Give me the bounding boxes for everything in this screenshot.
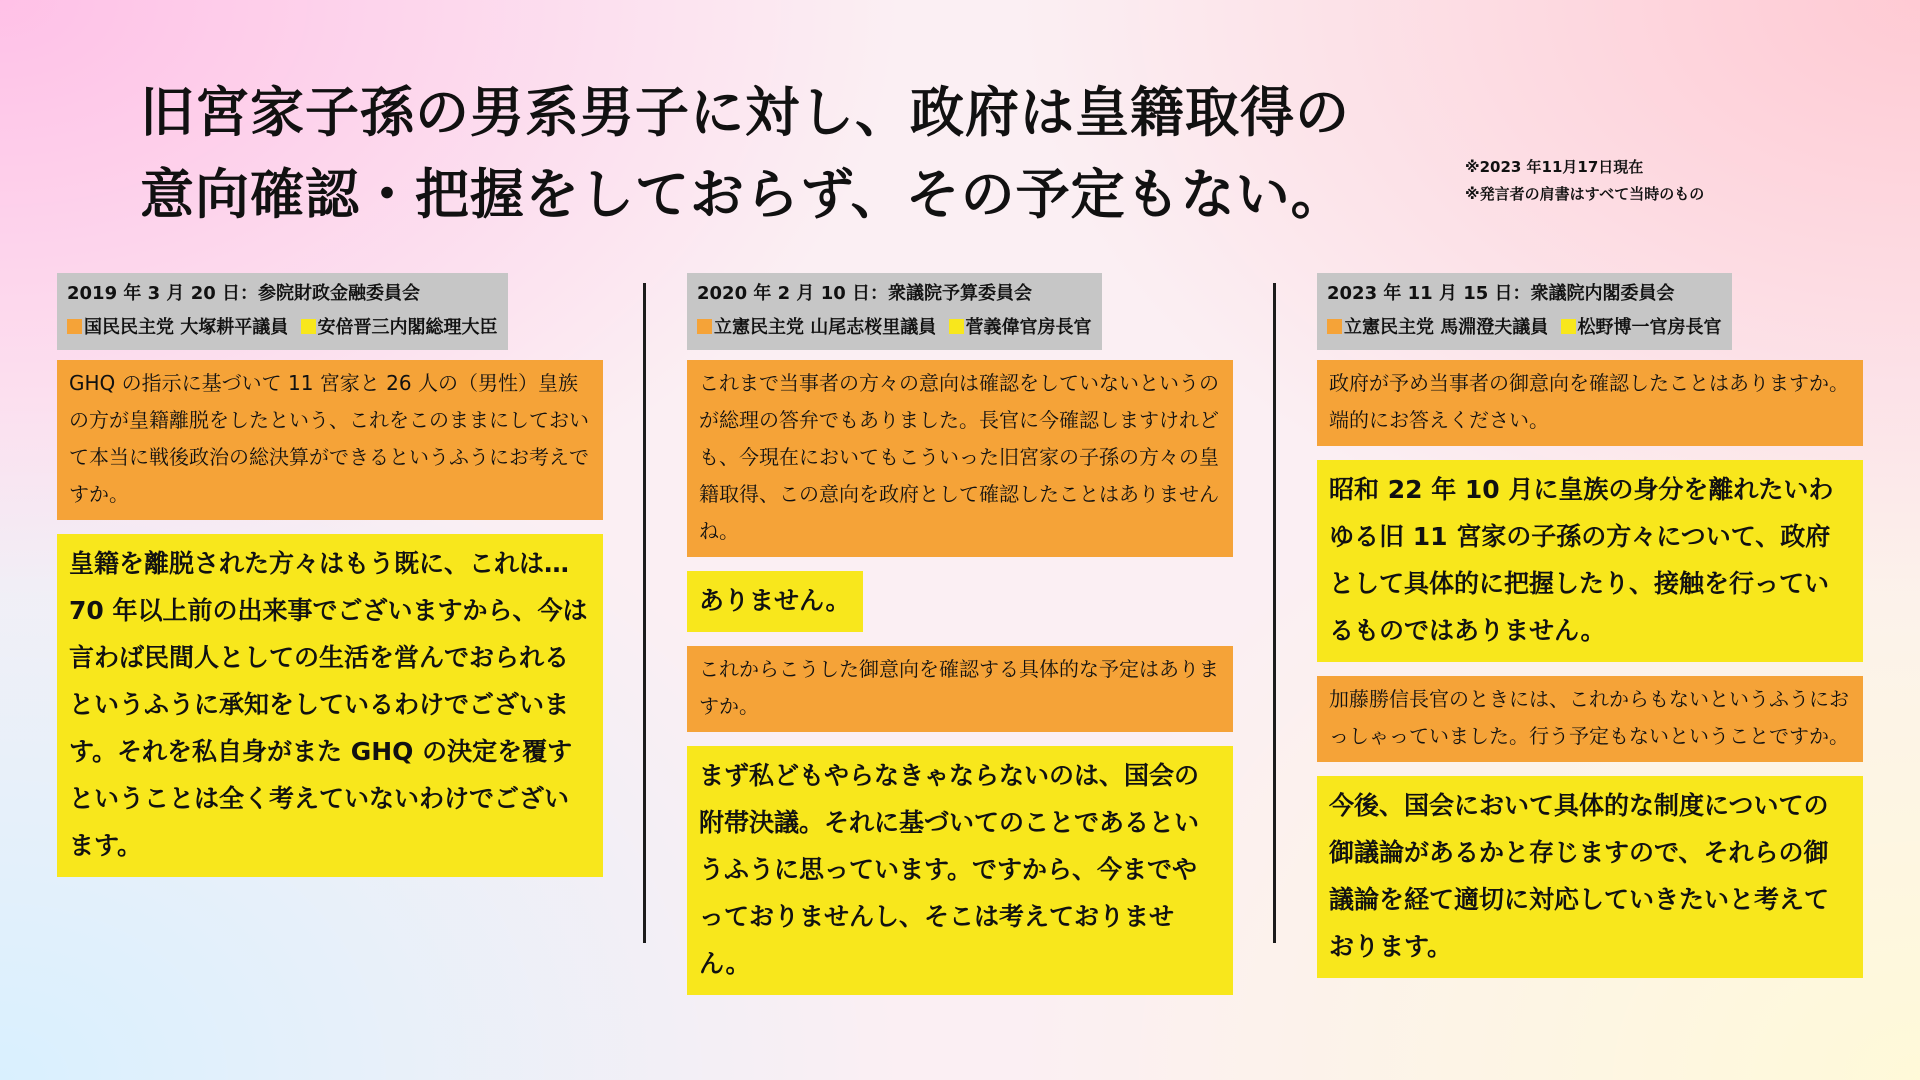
answer-box: 昭和 22 年 10 月に皇族の身分を離れたいわゆる旧 11 宮家の子孫の方々について、政府として具体的に把握したり、接触を行っているものではありません。 xyxy=(1317,460,1863,662)
answerer-marker-icon xyxy=(1561,319,1576,334)
questioner-name: 国民民主党 大塚耕平議員 xyxy=(84,317,289,338)
page-title xyxy=(140,72,1350,236)
note-date: ※2023 年11月17日現在 xyxy=(1465,158,1644,176)
question-box: GHQ の指示に基づいて 11 宮家と 26 人の（男性）皇族の方が皇籍離脱をしたという、これをこのままにしておいて本当に戦後政治の総決算ができるというふうにお考えですか。 xyxy=(57,360,603,520)
questioner-name: 立憲民主党 山尾志桜里議員 xyxy=(714,317,937,338)
answer-box: まず私どもやらなきゃならないのは、国会の附帯決議。それに基づいてのことであるというふうに思っています。ですから、今までやっておりませんし、そこは考えておりません。 xyxy=(687,746,1233,995)
session-date-committee: 2020 年 2 月 10 日：衆議院予算委員会 xyxy=(697,283,1033,304)
answerer-name: 菅義偉官房長官 xyxy=(965,317,1092,338)
questioner-marker-icon xyxy=(67,319,82,334)
speakers-line xyxy=(697,311,1092,345)
answer-box: 今後、国会において具体的な制度についての御議論があるかと存じますので、それらの御議論を経て適切に対応していきたいと考えております。 xyxy=(1317,776,1863,978)
answerer-marker-icon xyxy=(949,319,964,334)
title-line-1: 旧宮家子孫の男系男子に対し、政府は皇籍取得の xyxy=(140,81,1350,144)
column-divider xyxy=(643,283,646,943)
column-2020 xyxy=(687,273,1233,1009)
title-line-2: 意向確認・把握をしておらず、その予定もない。 xyxy=(140,163,1346,226)
answerer-name: 松野博一官房長官 xyxy=(1577,317,1722,338)
session-date-committee: 2023 年 11 月 15 日：衆議院内閣委員会 xyxy=(1327,283,1675,304)
answer-box: ありません。 xyxy=(687,571,863,632)
column-divider xyxy=(1273,283,1276,943)
question-box: これまで当事者の方々の意向は確認をしていないというのが総理の答弁でもありました。長官に今確認しますけれども、今現在においてもこういった旧宮家の子孫の方々の皇籍取得、この意向を政府として確認したことはありませんね。 xyxy=(687,360,1233,557)
speakers-line xyxy=(67,311,498,345)
session-header xyxy=(1317,273,1732,350)
note-titles: ※発言者の肩書はすべて当時のもの xyxy=(1465,185,1705,203)
questioner-name: 立憲民主党 馬淵澄夫議員 xyxy=(1344,317,1549,338)
question-box: 政府が予め当事者の御意向を確認したことはありますか。端的にお答えください。 xyxy=(1317,360,1863,446)
question-box: 加藤勝信長官のときには、これからもないというふうにおっしゃっていました。行う予定もないということですか。 xyxy=(1317,676,1863,762)
questioner-marker-icon xyxy=(697,319,712,334)
question-box: これからこうした御意向を確認する具体的な予定はありますか。 xyxy=(687,646,1233,732)
session-header xyxy=(57,273,508,350)
answer-box: 皇籍を離脱された方々はもう既に、これは… 70 年以上前の出来事でございますから、今は言わば民間人としての生活を営んでおられるというふうに承知をしているわけでございます。それを私自身がまた GHQ の決定を覆すということは全く考えていないわけでございます。 xyxy=(57,534,603,877)
footnotes xyxy=(1465,154,1704,208)
answerer-marker-icon xyxy=(301,319,316,334)
questioner-marker-icon xyxy=(1327,319,1342,334)
speakers-line xyxy=(1327,311,1722,345)
column-2023 xyxy=(1317,273,1863,992)
session-header xyxy=(687,273,1102,350)
session-date-committee: 2019 年 3 月 20 日：参院財政金融委員会 xyxy=(67,283,421,304)
column-2019 xyxy=(57,273,603,891)
answerer-name: 安倍晋三内閣総理大臣 xyxy=(317,317,498,338)
